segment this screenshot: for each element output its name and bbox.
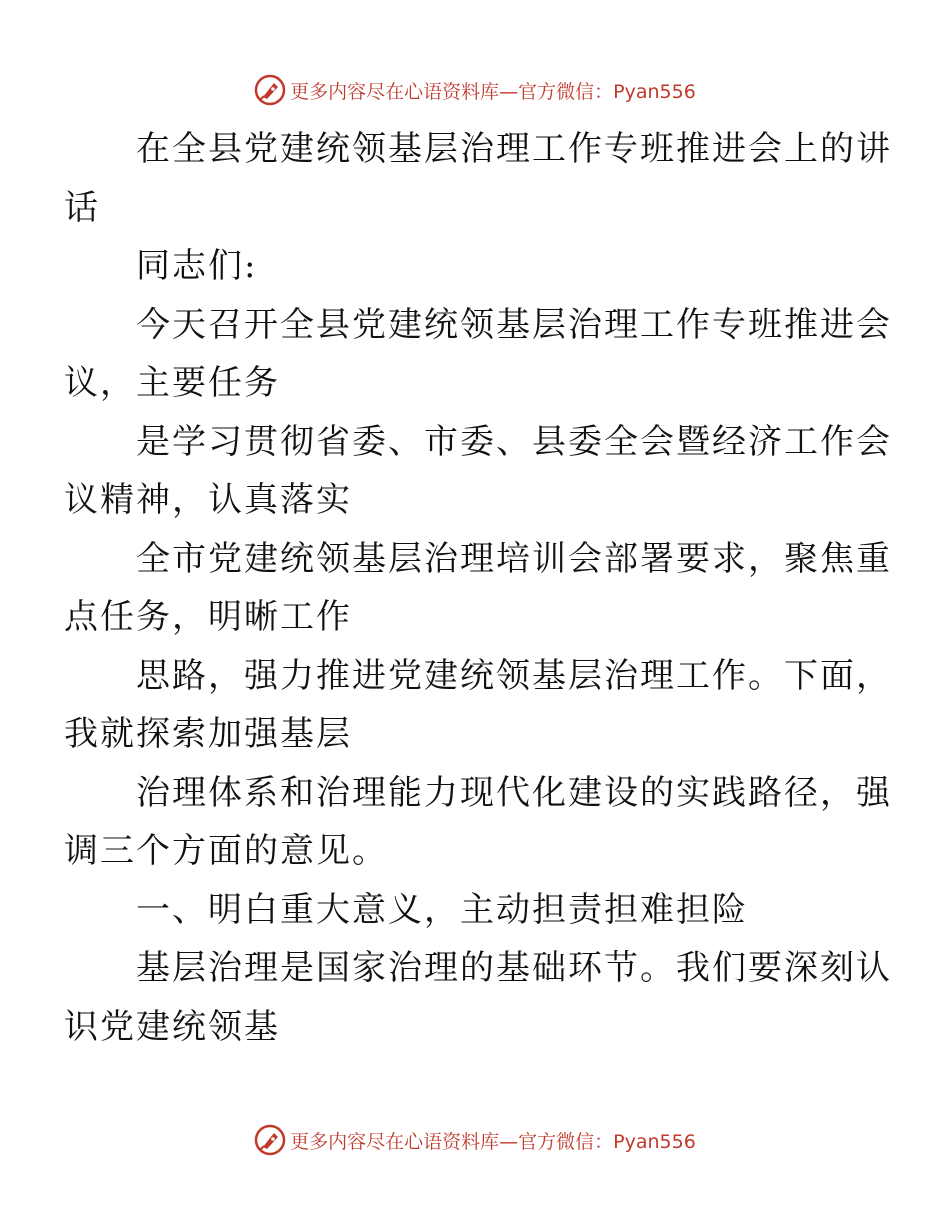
paragraph-line: 话 bbox=[64, 187, 100, 228]
pen-nib-icon bbox=[254, 74, 286, 106]
paragraph-line: 同志们: bbox=[136, 246, 258, 286]
paragraph bbox=[64, 939, 892, 1056]
paragraph bbox=[64, 530, 892, 647]
paragraph-line: 全市党建统领基层治理培训会部署要求，聚焦重 bbox=[136, 538, 892, 579]
paragraph bbox=[64, 647, 892, 764]
footer-watermark bbox=[0, 1120, 950, 1160]
paragraph bbox=[64, 296, 892, 413]
paragraph-line: 议，主要任务 bbox=[64, 363, 280, 403]
paragraph-line: 思路，强力推进党建统领基层治理工作。下面， bbox=[136, 655, 892, 696]
paragraph bbox=[64, 764, 892, 881]
salutation bbox=[100, 237, 860, 296]
paragraph-line: 点任务，明晰工作 bbox=[64, 597, 352, 637]
title bbox=[64, 120, 892, 237]
paragraph-line: 是学习贯彻省委、市委、县委全会暨经济工作会 bbox=[136, 421, 892, 462]
paragraph-line: 治理体系和治理能力现代化建设的实践路径，强 bbox=[136, 772, 892, 813]
pen-nib-icon bbox=[254, 1124, 286, 1156]
paragraph-line: 识党建统领基 bbox=[64, 1006, 280, 1047]
section-heading bbox=[100, 881, 860, 940]
header-watermark bbox=[0, 70, 950, 110]
paragraph-line: 调三个方面的意见。 bbox=[64, 831, 388, 871]
paragraph bbox=[64, 413, 892, 530]
paragraph-line: 我就探索加强基层 bbox=[64, 714, 352, 754]
paragraph-line: 一、明白重大意义，主动担责担难担险 bbox=[136, 889, 748, 930]
paragraph-line: 在全县党建统领基层治理工作专班推进会上的讲 bbox=[136, 129, 892, 169]
paragraph-line: 今天召开全县党建统领基层治理工作专班推进会 bbox=[136, 304, 892, 345]
paragraph-line: 议精神，认真落实 bbox=[64, 480, 352, 520]
watermark-text: 更多内容尽在心语资料库—官方微信：Pyan556 bbox=[290, 80, 696, 103]
paragraph-line: 基层治理是国家治理的基础环节。我们要深刻认 bbox=[136, 948, 892, 988]
watermark-text: 更多内容尽在心语资料库—官方微信：Pyan556 bbox=[290, 1130, 696, 1153]
document-body bbox=[64, 120, 892, 1056]
